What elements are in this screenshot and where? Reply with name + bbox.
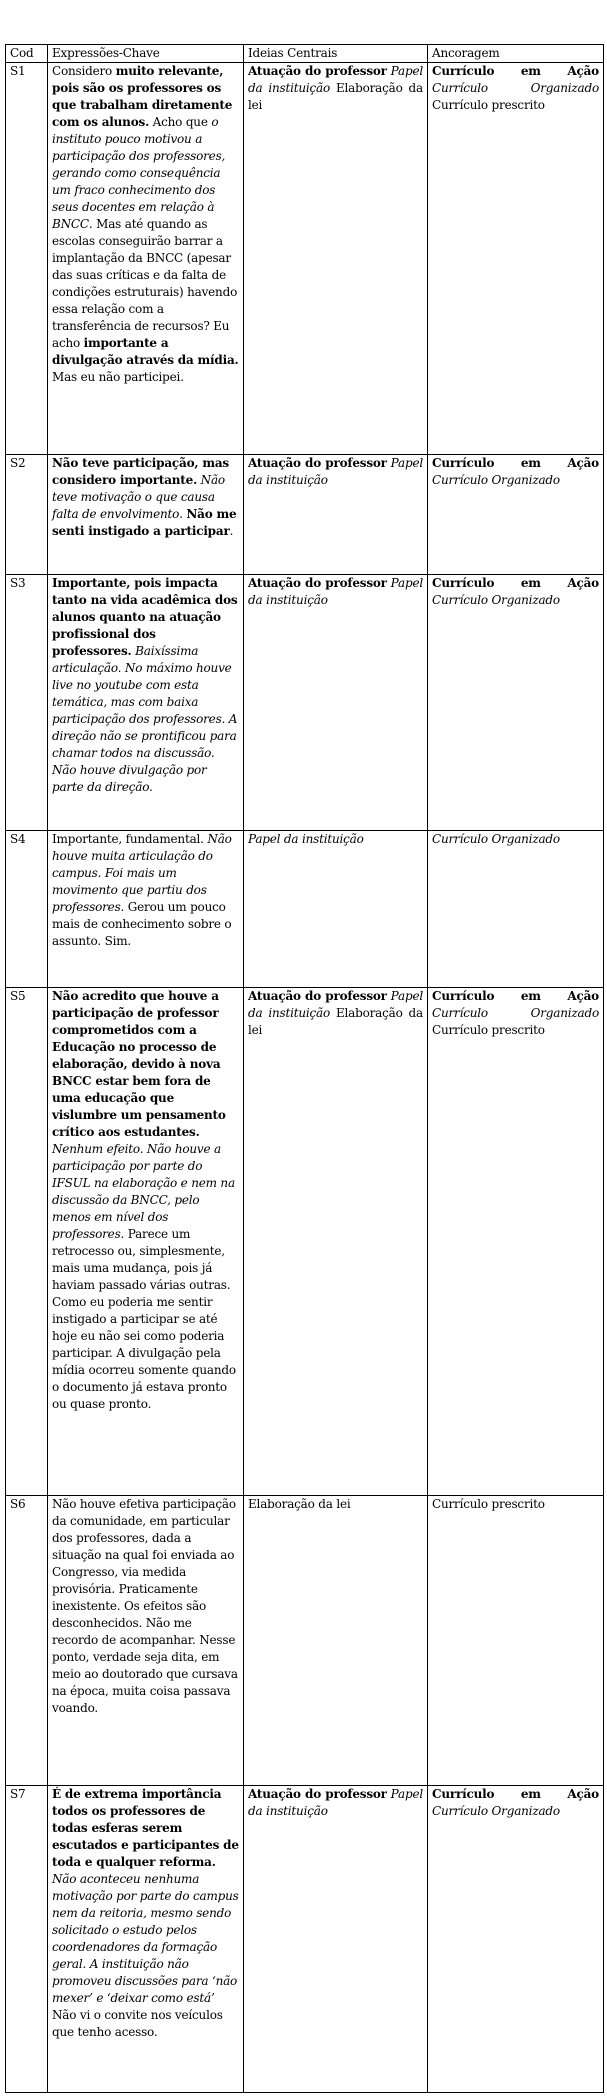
- header-expressoes-chave: Expressões-Chave: [48, 45, 244, 63]
- text-segment: Considero: [52, 64, 116, 78]
- header-ideias-centrais: Ideias Centrais: [244, 45, 428, 63]
- text-segment: É de extrema importância todos os professores de todas esferas serem escutados e participantes de toda e qualquer reforma.: [52, 1787, 239, 1869]
- ancoragem-cell: [428, 1496, 604, 1786]
- table-row: [6, 1786, 604, 2093]
- table-row: [6, 575, 604, 831]
- text-segment: Não teve motivação o que causa falta de envolvimento: [52, 473, 225, 521]
- text-segment: Não houve efetiva participação da comunidade, em particular dos professores, dada a situação na qual foi enviada ao Congresso, via medida provisória. Praticamente inexistente. Os efeitos são desconhecidos. Não me recordo de acompanhar. Nesse ponto, verdade seja dita, em meio ao doutorado que cursava na época, muita coisa passava voando.: [52, 1497, 238, 1715]
- text-segment: muito relevante, pois são os professores os que trabalham diretamente com os alunos.: [52, 64, 233, 129]
- text-segment: Nenhum efeito. Não houve a participação por parte do IFSUL na elaboração e nem na discussão da BNCC, pelo menos em nível dos professores.: [52, 1142, 235, 1241]
- header-ancoragem: Ancoragem: [428, 45, 604, 63]
- text-segment: Acho que: [149, 115, 212, 129]
- ideias-cell: [244, 455, 428, 575]
- text-segment: .: [179, 507, 187, 521]
- table-row: [6, 1496, 604, 1786]
- text-segment: Não me senti instigado a participar: [52, 507, 237, 538]
- expr-cell: [48, 988, 244, 1496]
- text-segment: Mas eu não participei.: [52, 370, 184, 384]
- cod-cell: S3: [6, 575, 48, 831]
- ideias-cell: [244, 575, 428, 831]
- text-segment: Papel da instituição: [248, 64, 423, 95]
- text-segment: importante a divulgação através da mídia.: [52, 336, 239, 367]
- header-row: [6, 45, 604, 63]
- text-segment: Currículo Organizado: [432, 593, 560, 607]
- ancoragem-cell: [428, 988, 604, 1496]
- text-segment: Currículo em Ação: [432, 1787, 599, 1801]
- text-segment: Elaboração da lei: [248, 81, 423, 112]
- expr-cell: [48, 63, 244, 455]
- expr-cell: [48, 575, 244, 831]
- text-segment: Não houve muita articulação do campus. Foi mais um movimento que partiu dos professores: [52, 832, 232, 914]
- expr-cell: [48, 1496, 244, 1786]
- text-segment: Papel da instituição: [248, 989, 423, 1020]
- ideias-cell: [244, 1786, 428, 2093]
- text-segment: Currículo Organizado: [432, 1006, 599, 1020]
- text-segment: Atuação do professor: [248, 456, 387, 470]
- text-segment: Currículo Organizado: [432, 81, 599, 95]
- expr-cell: [48, 1786, 244, 2093]
- ancoragem-cell: [428, 1786, 604, 2093]
- dsc-table: [5, 44, 604, 2093]
- cod-cell: S4: [6, 831, 48, 988]
- text-segment: Não teve participação, mas considero importante.: [52, 456, 229, 487]
- text-segment: .: [229, 524, 234, 538]
- text-segment: Elaboração da lei: [248, 1497, 351, 1511]
- text-segment: Não aconteceu nenhuma motivação por parte do campus nem da reitoria, mesmo sendo solicitado o estudo pelos coordenadores da formação geral. A instituição não promoveu discussões para ‘não mexer’ e ‘deixar como está’: [52, 1872, 239, 2005]
- ancoragem-cell: [428, 63, 604, 455]
- text-segment: Currículo em Ação: [432, 64, 599, 78]
- expr-cell: [48, 831, 244, 988]
- text-segment: Papel da instituição: [248, 1787, 423, 1818]
- text-segment: Currículo prescrito: [432, 98, 545, 112]
- text-segment: Currículo em Ação: [432, 989, 599, 1003]
- text-segment: Atuação do professor: [248, 576, 387, 590]
- expr-cell: [48, 455, 244, 575]
- table-row: [6, 455, 604, 575]
- header-cod: Cod: [6, 45, 48, 63]
- table-row: [6, 988, 604, 1496]
- ideias-cell: [244, 1496, 428, 1786]
- text-segment: Não vi o convite nos veículos que tenho acesso.: [52, 2008, 223, 2039]
- text-segment: Atuação do professor: [248, 1787, 387, 1801]
- text-segment: Atuação do professor: [248, 64, 387, 78]
- table-row: [6, 63, 604, 455]
- text-segment: Não acredito que houve a participação de professor comprometidos com a Educação no processo de elaboração, devido à nova BNCC estar bem fora de uma educação que vislumbre um pensamento crítico aos estudantes.: [52, 989, 226, 1139]
- ancoragem-cell: [428, 575, 604, 831]
- text-segment: Parece um retrocesso ou, simplesmente, mais uma mudança, pois já haviam passado várias outras. Como eu poderia me sentir instigado a participar se até hoje eu não sei como poderia participar. A divulgação pela mídia ocorreu somente quando o documento já estava pronto ou quase pronto.: [52, 1227, 236, 1411]
- ideias-cell: [244, 831, 428, 988]
- cod-cell: S2: [6, 455, 48, 575]
- text-segment: Papel da instituição: [248, 576, 423, 607]
- cod-cell: S1: [6, 63, 48, 455]
- text-segment: Currículo Organizado: [432, 1804, 560, 1818]
- ancoragem-cell: [428, 831, 604, 988]
- text-segment: . Gerou um pouco mais de conhecimento sobre o assunto. Sim.: [52, 900, 232, 948]
- text-segment: Currículo prescrito: [432, 1023, 545, 1037]
- cod-cell: S7: [6, 1786, 48, 2093]
- ideias-cell: [244, 988, 428, 1496]
- text-segment: Elaboração da lei: [248, 1006, 423, 1037]
- text-segment: Currículo Organizado: [432, 832, 560, 846]
- ancoragem-cell: [428, 455, 604, 575]
- text-segment: Currículo prescrito: [432, 1497, 545, 1511]
- text-segment: Papel da instituição: [248, 456, 423, 487]
- text-segment: Currículo Organizado: [432, 473, 560, 487]
- cod-cell: S5: [6, 988, 48, 1496]
- table-row: [6, 831, 604, 988]
- text-segment: . Mas até quando as escolas conseguirão barrar a implantação da BNCC (apesar das suas críticas e da falta de condições estruturais) havendo essa relação com a transferência de recursos? Eu acho: [52, 217, 238, 350]
- cod-cell: S6: [6, 1496, 48, 1786]
- ideias-cell: [244, 63, 428, 455]
- text-segment: Currículo em Ação: [432, 576, 599, 590]
- text-segment: Importante, pois impacta tanto na vida acadêmica dos alunos quanto na atuação profissional dos professores.: [52, 576, 238, 658]
- text-segment: Atuação do professor: [248, 989, 387, 1003]
- text-segment: o instituto pouco motivou a participação dos professores, gerando como consequência um fraco conhecimento dos seus docentes em relação à BNCC: [52, 115, 226, 231]
- text-segment: Baixíssima articulação. No máximo houve live no youtube com esta temática, mas com baixa participação dos professores. A direção não se prontificou para chamar todos na discussão. Não houve divulgação por parte da direção.: [52, 644, 238, 794]
- text-segment: Importante, fundamental.: [52, 832, 208, 846]
- text-segment: Papel da instituição: [248, 832, 364, 846]
- text-segment: Currículo em Ação: [432, 456, 599, 470]
